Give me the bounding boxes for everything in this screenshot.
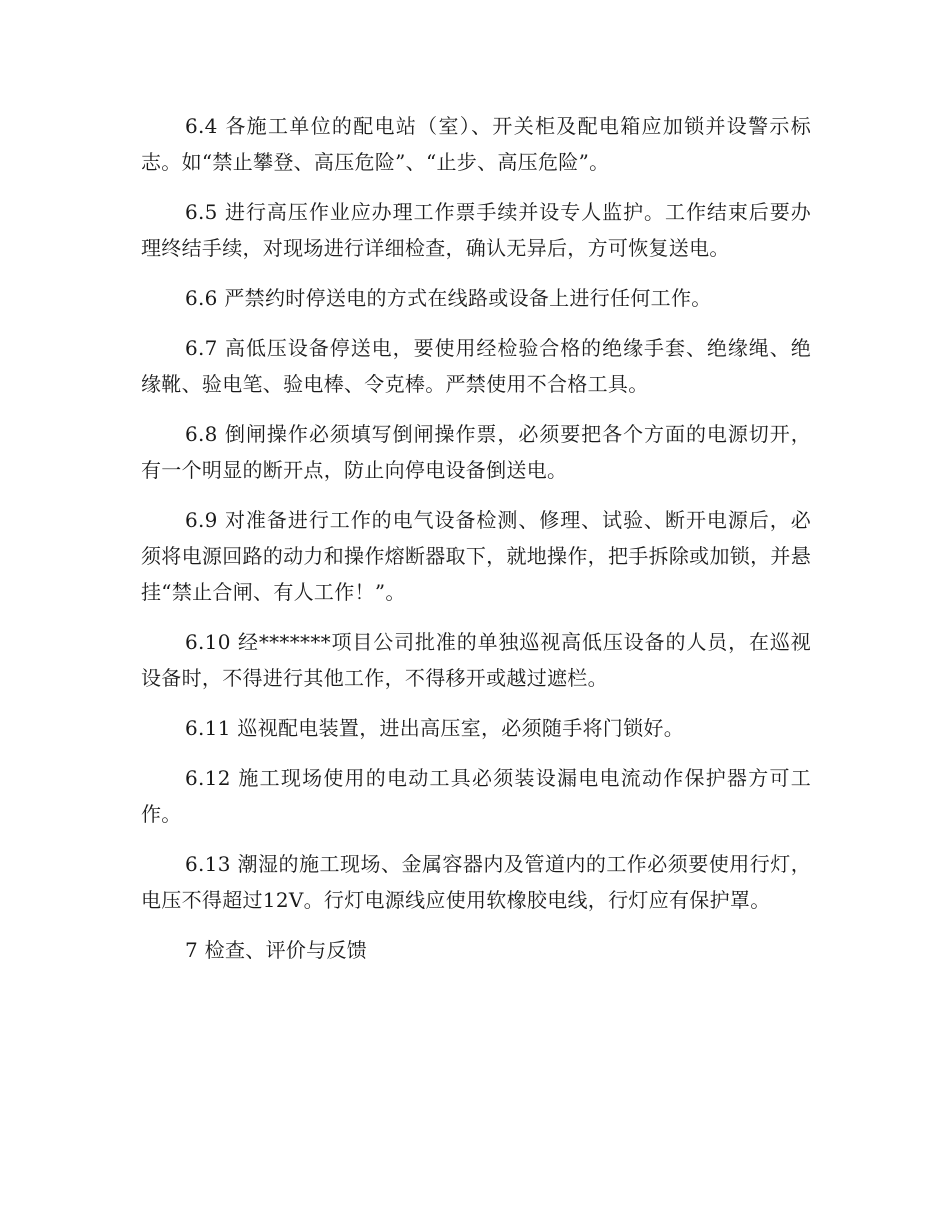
paragraph-6-4: 6.4 各施工单位的配电站（室）、开关柜及配电箱应加锁并设警示标志。如“禁止攀登、高压危险”、“止步、高压危险”。 <box>141 114 811 174</box>
paragraph-6-9: 6.9 对准备进行工作的电气设备检测、修理、试验、断开电源后，必须将电源回路的动力和操作熔断器取下，就地操作，把手拆除或加锁，并悬挂“禁止合闸、有人工作！”。 <box>141 508 811 604</box>
paragraph-6-8: 6.8 倒闸操作必须填写倒闸操作票，必须要把各个方面的电源切开，有一个明显的断开点，防止向停电设备倒送电。 <box>141 422 811 482</box>
paragraph-6-13: 6.13 潮湿的施工现场、金属容器内及管道内的工作必须要使用行灯，电压不得超过12V。行灯电源线应使用软橡胶电线，行灯应有保护罩。 <box>141 852 811 912</box>
paragraph-6-7: 6.7 高低压设备停送电，要使用经检验合格的绝缘手套、绝缘绳、绝缘靴、验电笔、验电棒、令克棒。严禁使用不合格工具。 <box>141 336 811 396</box>
paragraph-6-6: 6.6 严禁约时停送电的方式在线路或设备上进行任何工作。 <box>185 286 712 310</box>
document-page <box>141 108 811 982</box>
paragraph-6-12: 6.12 施工现场使用的电动工具必须装设漏电电流动作保护器方可工作。 <box>141 766 811 826</box>
section-heading-7: 7 检查、评价与反馈 <box>185 938 368 962</box>
paragraph-6-10: 6.10 经*******项目公司批准的单独巡视高低压设备的人员，在巡视设备时，不得进行其他工作，不得移开或越过遮栏。 <box>141 630 811 690</box>
paragraph-6-11: 6.11 巡视配电装置，进出高压室，必须随手将门锁好。 <box>185 716 684 740</box>
paragraph-6-5: 6.5 进行高压作业应办理工作票手续并设专人监护。工作结束后要办理终结手续，对现场进行详细检查，确认无异后，方可恢复送电。 <box>141 200 811 260</box>
